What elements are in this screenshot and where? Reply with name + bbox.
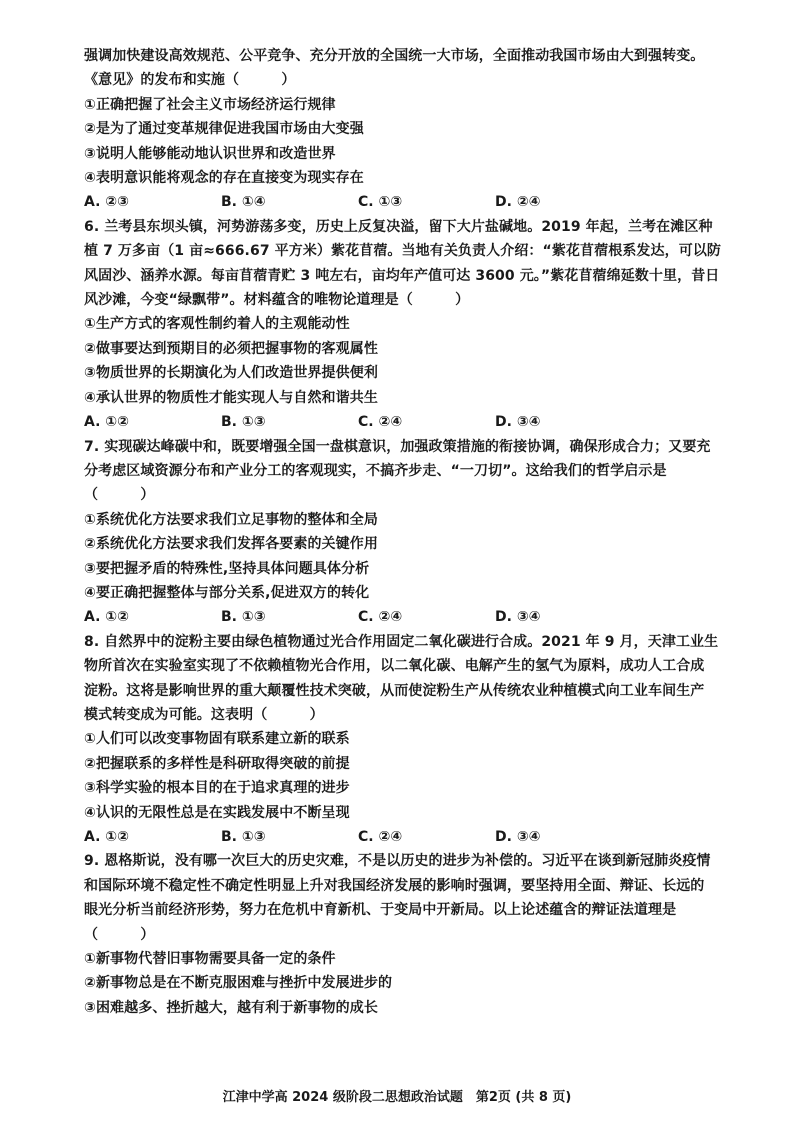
text-line: ②新事物总是在不断克服困难与挫折中发展进步的 <box>84 975 393 992</box>
text-line: ④承认世界的物质性才能实现人与自然和谐共生 <box>84 389 378 406</box>
answer-options <box>84 605 734 629</box>
answer-option: A. ①② <box>84 829 129 845</box>
text-line: ③物质世界的长期演化为人们改造世界提供便利 <box>84 365 378 382</box>
text-line: 淀粉。这将是影响世界的重大颠覆性技术突破，从而使淀粉生产从传统农业种植模式向工业车间生产 <box>84 682 705 699</box>
text-line: ①新事物代替旧事物需要具备一定的条件 <box>84 951 336 968</box>
text-line: （ ） <box>84 926 155 943</box>
text-line: 强调加快建设高效规范、公平竞争、充分开放的全国统一大市场，全面推动我国市场由大到强转变。 <box>84 48 705 64</box>
text-line: ①人们可以改变事物固有联系建立新的联系 <box>84 731 350 748</box>
text-line: 物所首次在实验室实现了不依赖植物光合作用，以二氧化碳、电解产生的氢气为原料，成功人工合成 <box>84 658 705 675</box>
text-line: 7. 实现碳达峰碳中和，既要增强全国一盘棋意识，加强政策措施的衔接协调，确保形成合力；又要充 <box>84 438 711 455</box>
answer-option: A. ①② <box>84 414 129 431</box>
text-line: ②是为了通过变革规律促进我国市场由大变强 <box>84 121 364 138</box>
text-line: （ ） <box>84 487 155 504</box>
answer-option: A. ①② <box>84 609 129 626</box>
text-line: ②做事要达到预期目的必须把握事物的客观属性 <box>84 340 378 357</box>
text-line: ③说明人能够能动地认识世界和改造世界 <box>84 145 336 162</box>
answer-option: A. ②③ <box>84 194 129 211</box>
answer-option: C. ①③ <box>358 194 403 211</box>
text-line: ③科学实验的根本目的在于追求真理的进步 <box>84 780 350 797</box>
answer-option: B. ①③ <box>221 414 266 431</box>
text-line: 眼光分析当前经济形势，努力在危机中育新机、于变局中开新局。以上论述蕴含的辩证法道理是 <box>84 902 677 919</box>
text-line: ①生产方式的客观性制约着人的主观能动性 <box>84 316 350 333</box>
answer-option: D. ③④ <box>495 609 541 626</box>
answer-options <box>84 410 734 434</box>
text-line: 模式转变成为可能。这表明（ ） <box>84 706 324 723</box>
answer-option: D. ②④ <box>495 194 541 211</box>
text-line: 分考虑区域资源分布和产业分工的客观现实，不搞齐步走、“一刀切”。这给我们的哲学启示是 <box>84 462 667 479</box>
page-footer: 江津中学高 2024 级阶段二思想政治试题 第2页 (共 8 页) <box>222 1090 572 1105</box>
answer-option: C. ②④ <box>358 609 403 626</box>
text-line: ④认识的无限性总是在实践发展中不断呈现 <box>84 804 350 821</box>
answer-option: B. ①③ <box>221 609 266 626</box>
exam-content <box>84 44 734 1020</box>
text-line: 6. 兰考县东坝头镇，河势游荡多变，历史上反复决溢，留下大片盐碱地。2019 年起，兰考在滩区种 <box>84 218 713 235</box>
text-line: ③困难越多、挫折越大，越有利于新事物的成长 <box>84 999 378 1016</box>
text-line: ③要把握矛盾的特殊性,坚持具体问题具体分析 <box>84 560 370 577</box>
text-line: ②系统优化方法要求我们发挥各要素的关键作用 <box>84 536 378 553</box>
text-line: ①系统优化方法要求我们立足事物的整体和全局 <box>84 511 378 528</box>
answer-option: C. ②④ <box>358 829 403 845</box>
text-line: 《意见》的发布和实施（ ） <box>84 72 296 89</box>
text-line: ④要正确把握整体与部分关系,促进双方的转化 <box>84 584 370 601</box>
answer-option: D. ③④ <box>495 414 541 431</box>
text-line: 9. 恩格斯说，没有哪一次巨大的历史灾难，不是以历史的进步为补偿的。习近平在谈到新冠肺炎疫情 <box>84 853 711 870</box>
answer-options <box>84 825 734 849</box>
answer-option: B. ①③ <box>221 829 266 845</box>
answer-option: C. ②④ <box>358 414 403 431</box>
answer-option: B. ①④ <box>221 194 266 211</box>
text-line: ①正确把握了社会主义市场经济运行规律 <box>84 96 336 113</box>
text-line: 植 7 万多亩（1 亩≈666.67 平方米）紫花苜蓿。当地有关负责人介绍：“紫花苜蓿根系发达，可以防 <box>84 243 722 260</box>
text-line: ④表明意识能将观念的存在直接变为现实存在 <box>84 170 364 187</box>
text-line: 和国际环境不稳定性不确定性明显上升对我国经济发展的影响时强调，要坚持用全面、辩证、长远的 <box>84 877 705 894</box>
answer-options <box>84 190 734 214</box>
text-line: 8. 自然界中的淀粉主要由绿色植物通过光合作用固定二氧化碳进行合成。2021 年 9 月，天津工业生 <box>84 633 719 650</box>
text-line: 风固沙、涵养水源。每亩苜蓿青贮 3 吨左右，亩均年产值可达 3600 元。”紫花苜蓿绵延数十里，昔日 <box>84 267 720 284</box>
answer-option: D. ③④ <box>495 829 541 845</box>
text-line: ②把握联系的多样性是科研取得突破的前提 <box>84 755 350 772</box>
text-line: 风沙滩，今变“绿飘带”。材料蕴含的唯物论道理是（ ） <box>84 292 470 309</box>
